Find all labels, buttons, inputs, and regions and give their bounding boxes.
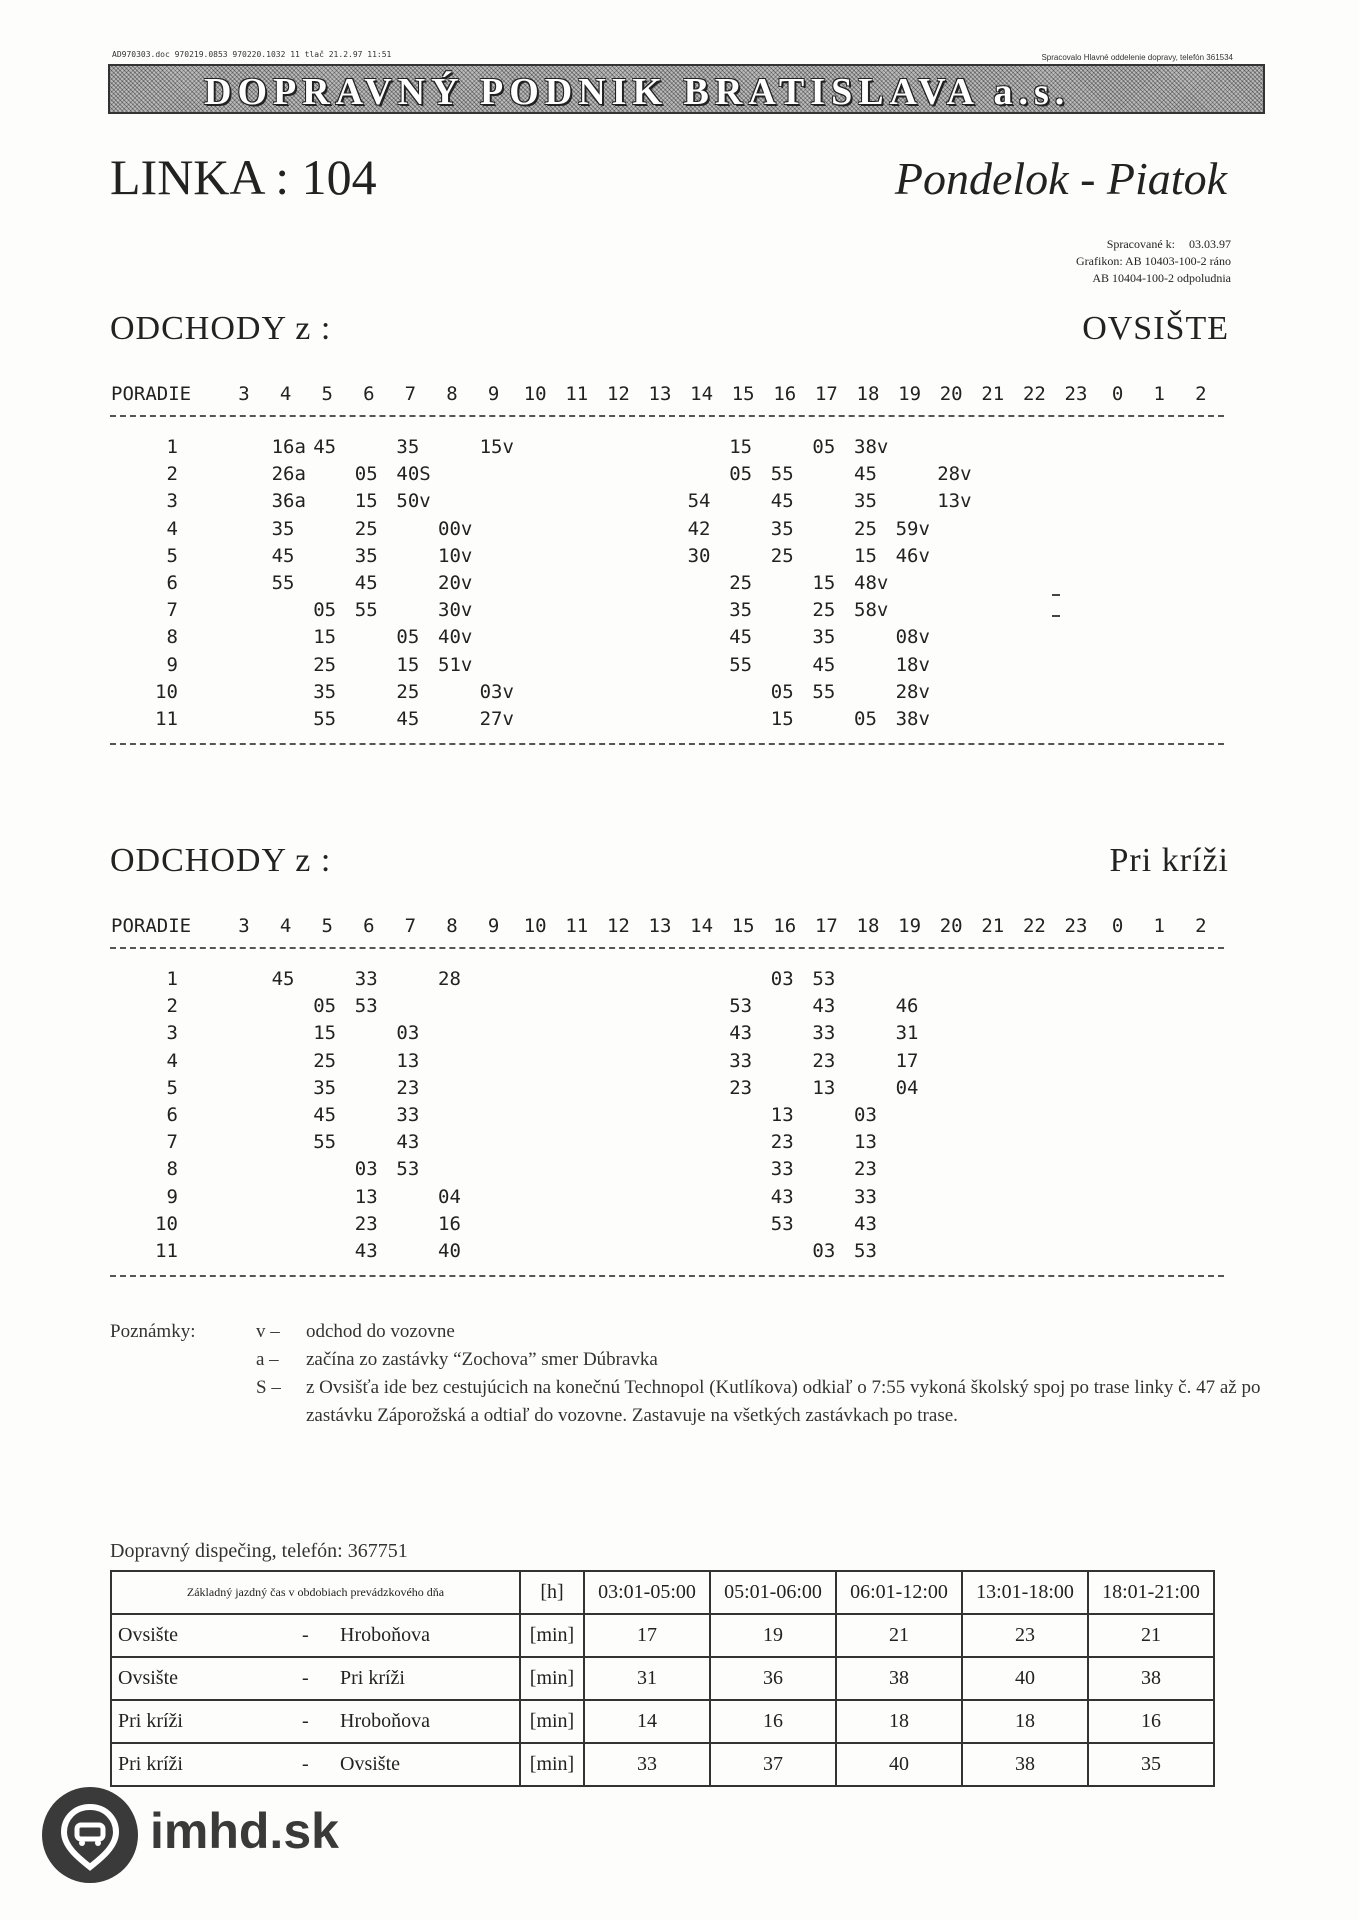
runtime-value: 18 bbox=[962, 1700, 1088, 1743]
hour-header: 23 bbox=[1064, 915, 1088, 937]
departure-minute: 05 bbox=[812, 436, 836, 458]
hour-header: 4 bbox=[279, 915, 292, 937]
note-text-a: začína zo zastávky “Zochova” smer Dúbravka bbox=[306, 1349, 658, 1370]
hour-header: 15 bbox=[731, 383, 755, 405]
departure-minute: 28v bbox=[937, 463, 972, 486]
section2-stop: Pri kríži bbox=[1109, 842, 1229, 879]
departure-minute: 25 bbox=[729, 572, 753, 594]
unit-cell: [min] bbox=[520, 1743, 584, 1786]
departure-minute: 31 bbox=[895, 1022, 919, 1045]
brand-text: imhd.sk bbox=[150, 1803, 339, 1859]
hour-header: 7 bbox=[404, 915, 417, 937]
runtime-value: 35 bbox=[1088, 1743, 1214, 1786]
route-to: Hroboňova bbox=[340, 1624, 430, 1646]
hour-header: 9 bbox=[487, 383, 500, 405]
section1-title: ODCHODY z : bbox=[110, 310, 332, 347]
runtime-value: 16 bbox=[710, 1700, 836, 1743]
runtime-table bbox=[110, 1570, 1215, 1787]
hour-header: 11 bbox=[565, 915, 589, 937]
departure-minute: 43 bbox=[770, 1185, 794, 1208]
poradie-label: PORADIE bbox=[111, 915, 192, 937]
departure-minute: 15 bbox=[313, 1022, 337, 1045]
departure-minute: 36a bbox=[271, 490, 306, 513]
departure-minute: 55 bbox=[729, 653, 753, 676]
hour-header: 0 bbox=[1111, 915, 1124, 937]
hour-header: 10 bbox=[523, 915, 547, 937]
runtime-unit-header: [h] bbox=[520, 1571, 584, 1614]
row-number: 8 bbox=[166, 626, 178, 649]
hour-header: 22 bbox=[1022, 383, 1046, 405]
hour-header: 1 bbox=[1153, 915, 1165, 937]
hour-header: 2 bbox=[1195, 915, 1207, 937]
departure-minute: 33 bbox=[812, 1022, 836, 1045]
hour-header: 9 bbox=[487, 915, 500, 937]
unit-cell: [min] bbox=[520, 1657, 584, 1700]
hour-header: 6 bbox=[363, 383, 375, 405]
departure-minute: 03 bbox=[770, 968, 794, 990]
note-text-s: z Ovsišťa ide bez cestujúcich na konečnú Technopol (Kutlíkova) odkiaľ o 7:55 vykoná školský spoj po trase linky č. 47 až po zastávku Záporožská a odtiaľ do vozovne. Zastavuje na všetkých zastávkach po trase. bbox=[306, 1377, 1261, 1426]
departure-minute: 40S bbox=[396, 463, 431, 486]
runtime-header-label: Základný jazdný čas v obdobiach prevádzkového dňa bbox=[111, 1571, 520, 1614]
hour-header: 3 bbox=[238, 383, 250, 405]
hour-header: 12 bbox=[606, 383, 630, 405]
departure-minute: 04 bbox=[895, 1076, 919, 1099]
departure-minute: 05 bbox=[729, 463, 753, 486]
departure-minute: 53 bbox=[396, 1158, 420, 1181]
note-key-a: a – bbox=[256, 1349, 279, 1370]
dashed-divider bbox=[110, 947, 1224, 949]
departure-minute: 26a bbox=[271, 463, 306, 486]
route-cell bbox=[111, 1614, 520, 1657]
hour-header: 10 bbox=[523, 383, 547, 405]
row-number: 4 bbox=[166, 517, 178, 540]
stray-mark bbox=[1052, 594, 1060, 596]
runtime-value: 19 bbox=[710, 1614, 836, 1657]
departure-minute: 46 bbox=[895, 995, 919, 1018]
period-header: 03:01-05:00 bbox=[584, 1571, 710, 1614]
departure-minute: 15v bbox=[479, 436, 514, 458]
company-name: DOPRAVNÝ PODNIK BRATISLAVA a.s. bbox=[204, 71, 1071, 113]
note-key-s: S – bbox=[256, 1377, 281, 1398]
runtime-value: 16 bbox=[1088, 1700, 1214, 1743]
route-from: Pri kríži bbox=[118, 1753, 183, 1775]
departure-minute: 00v bbox=[438, 517, 473, 540]
departure-minute: 43 bbox=[812, 995, 836, 1018]
departure-minute: 28v bbox=[895, 680, 930, 703]
departure-minute: 45 bbox=[729, 626, 753, 649]
departure-minute: 53 bbox=[854, 1240, 877, 1262]
departure-minute: 25 bbox=[354, 517, 378, 540]
dashed-divider bbox=[110, 415, 1224, 417]
row-number: 2 bbox=[166, 995, 178, 1018]
departure-minute: 43 bbox=[854, 1212, 877, 1235]
hour-header: 8 bbox=[446, 915, 458, 937]
departure-minute: 13 bbox=[854, 1131, 877, 1154]
departure-minute: 38v bbox=[895, 708, 930, 730]
departure-minute: 55 bbox=[770, 463, 794, 486]
row-number: 6 bbox=[166, 572, 178, 594]
runtime-value: 18 bbox=[836, 1700, 962, 1743]
departure-minute: 03v bbox=[479, 680, 514, 703]
row-number: 10 bbox=[155, 680, 178, 703]
hour-header: 19 bbox=[898, 383, 922, 405]
departure-minute: 27v bbox=[479, 708, 514, 730]
departure-minute: 45 bbox=[770, 490, 794, 513]
hour-header: 4 bbox=[279, 383, 292, 405]
departure-minute: 53 bbox=[729, 995, 753, 1018]
period-header: 06:01-12:00 bbox=[836, 1571, 962, 1614]
runtime-value: 37 bbox=[710, 1743, 836, 1786]
route-dash: - bbox=[302, 1710, 309, 1732]
departure-minute: 23 bbox=[354, 1212, 378, 1235]
hour-header: 15 bbox=[731, 915, 755, 937]
departure-minute: 05 bbox=[313, 599, 337, 622]
fax-header-left: AD970303.doc 970219.0853 970220.1032 11 tlač 21.2.97 11:51 bbox=[112, 50, 392, 59]
departure-minute: 55 bbox=[812, 680, 836, 703]
hour-header: 11 bbox=[565, 383, 589, 405]
note-text-v: odchod do vozovne bbox=[306, 1321, 455, 1342]
row-number: 1 bbox=[166, 968, 178, 990]
row-number: 10 bbox=[155, 1212, 178, 1235]
departure-minute: 23 bbox=[396, 1076, 420, 1099]
departure-minute: 25 bbox=[313, 1049, 337, 1072]
grafikon-2: AB 10404-100-2 odpoludnia bbox=[1092, 271, 1231, 285]
runtime-value: 17 bbox=[584, 1614, 710, 1657]
departure-minute: 15 bbox=[770, 708, 794, 730]
row-number: 11 bbox=[155, 1240, 178, 1262]
row-number: 1 bbox=[166, 436, 178, 458]
departure-minute: 15 bbox=[812, 572, 836, 594]
hour-header: 21 bbox=[981, 383, 1005, 405]
departure-minute: 25 bbox=[854, 517, 877, 540]
hour-header: 3 bbox=[238, 915, 250, 937]
hour-header: 5 bbox=[321, 383, 333, 405]
departure-minute: 30v bbox=[438, 599, 473, 622]
departure-minute: 23 bbox=[854, 1158, 877, 1181]
runtime-value: 40 bbox=[836, 1743, 962, 1786]
processed-value: 03.03.97 bbox=[1189, 237, 1231, 251]
departure-minute: 48v bbox=[854, 572, 889, 594]
departure-minute: 40 bbox=[438, 1240, 461, 1262]
grafikon-1: AB 10403-100-2 ráno bbox=[1125, 254, 1231, 268]
poradie-label: PORADIE bbox=[111, 383, 192, 405]
hour-header: 14 bbox=[690, 915, 714, 937]
runtime-value: 38 bbox=[836, 1657, 962, 1700]
line-title: LINKA : 104 bbox=[110, 149, 377, 205]
departure-minute: 04 bbox=[438, 1185, 461, 1208]
departure-minute: 58v bbox=[854, 599, 889, 622]
row-number: 3 bbox=[166, 490, 178, 513]
grafikon-label: Grafikon: bbox=[1076, 254, 1123, 268]
departure-minute: 13v bbox=[937, 490, 972, 513]
departure-minute: 45 bbox=[271, 544, 295, 567]
unit-cell: [min] bbox=[520, 1700, 584, 1743]
departure-minute: 46v bbox=[895, 544, 930, 567]
hour-header: 17 bbox=[814, 383, 838, 405]
departure-minute: 35 bbox=[271, 517, 295, 540]
period-header: 18:01-21:00 bbox=[1088, 1571, 1214, 1614]
section2-title: ODCHODY z : bbox=[110, 842, 332, 879]
departure-minute: 13 bbox=[812, 1076, 836, 1099]
departure-minute: 05 bbox=[854, 708, 877, 730]
departure-minute: 53 bbox=[354, 995, 378, 1018]
runtime-row bbox=[111, 1614, 1214, 1657]
hour-header: 22 bbox=[1022, 915, 1046, 937]
departure-minute: 05 bbox=[770, 680, 794, 703]
company-banner bbox=[108, 64, 1265, 114]
departure-minute: 10v bbox=[438, 544, 473, 567]
hour-header: 5 bbox=[321, 915, 333, 937]
route-to: Pri kríži bbox=[340, 1667, 405, 1689]
hour-header: 8 bbox=[446, 383, 458, 405]
hour-header: 21 bbox=[981, 915, 1005, 937]
departure-minute: 38v bbox=[854, 436, 889, 458]
hour-header: 17 bbox=[814, 915, 838, 937]
departure-minute: 16a bbox=[271, 436, 306, 458]
schedule-meta bbox=[1076, 236, 1231, 287]
row-number: 2 bbox=[166, 463, 178, 486]
hour-header: 19 bbox=[898, 915, 922, 937]
runtime-value: 38 bbox=[1088, 1657, 1214, 1700]
departure-minute: 45 bbox=[812, 653, 836, 676]
route-cell bbox=[111, 1700, 520, 1743]
period-header: 05:01-06:00 bbox=[710, 1571, 836, 1614]
departure-minute: 05 bbox=[313, 995, 337, 1018]
departure-minute: 15 bbox=[729, 436, 753, 458]
route-dash: - bbox=[302, 1624, 309, 1646]
departure-minute: 59v bbox=[895, 517, 930, 540]
departure-minute: 35 bbox=[396, 436, 420, 458]
hour-header: 12 bbox=[606, 915, 630, 937]
departure-minute: 45 bbox=[313, 1104, 337, 1126]
row-number: 6 bbox=[166, 1104, 178, 1126]
row-number: 3 bbox=[166, 1022, 178, 1045]
departure-minute: 13 bbox=[770, 1104, 794, 1126]
departure-minute: 55 bbox=[271, 572, 295, 594]
hour-header: 16 bbox=[773, 383, 797, 405]
runtime-row bbox=[111, 1743, 1214, 1786]
hour-header: 20 bbox=[939, 915, 963, 937]
hour-header: 7 bbox=[404, 383, 417, 405]
departure-minute: 43 bbox=[354, 1240, 378, 1262]
departure-minute: 33 bbox=[396, 1104, 420, 1126]
departure-minute: 55 bbox=[354, 599, 378, 622]
departure-minute: 33 bbox=[729, 1049, 753, 1072]
stray-mark bbox=[1052, 615, 1060, 617]
row-number: 5 bbox=[166, 544, 178, 567]
departure-minute: 42 bbox=[687, 517, 711, 540]
departure-minute: 54 bbox=[687, 490, 711, 513]
runtime-value: 23 bbox=[962, 1614, 1088, 1657]
departure-minute: 45 bbox=[313, 436, 337, 458]
hour-header: 14 bbox=[690, 383, 714, 405]
departure-minute: 20v bbox=[438, 572, 473, 594]
departure-minute: 28 bbox=[438, 968, 461, 990]
departure-minute: 43 bbox=[396, 1131, 420, 1154]
row-number: 7 bbox=[166, 1131, 178, 1154]
departure-minute: 33 bbox=[854, 1185, 877, 1208]
runtime-value: 14 bbox=[584, 1700, 710, 1743]
route-cell bbox=[111, 1743, 520, 1786]
departure-minute: 35 bbox=[854, 490, 877, 513]
route-dash: - bbox=[302, 1667, 309, 1689]
row-number: 4 bbox=[166, 1049, 178, 1072]
hour-header: 2 bbox=[1195, 383, 1207, 405]
bus-location-pin-icon bbox=[40, 1785, 140, 1890]
runtime-value: 33 bbox=[584, 1743, 710, 1786]
departure-minute: 33 bbox=[770, 1158, 794, 1181]
departure-minute: 35 bbox=[313, 680, 337, 703]
runtime-value: 21 bbox=[1088, 1614, 1214, 1657]
departure-minute: 40v bbox=[438, 626, 473, 649]
notes-label: Poznámky: bbox=[110, 1321, 196, 1342]
runtime-header-row bbox=[111, 1571, 1214, 1614]
hour-header: 16 bbox=[773, 915, 797, 937]
departure-minute: 55 bbox=[313, 708, 337, 730]
departure-minute: 15 bbox=[854, 544, 877, 567]
departure-minute: 33 bbox=[354, 968, 378, 990]
route-from: Ovsište bbox=[118, 1667, 178, 1689]
departure-minute: 05 bbox=[396, 626, 420, 649]
hour-header: 18 bbox=[856, 915, 880, 937]
row-number: 7 bbox=[166, 599, 178, 622]
hour-header: 1 bbox=[1153, 383, 1165, 405]
row-number: 8 bbox=[166, 1158, 178, 1181]
departure-minute: 35 bbox=[354, 544, 378, 567]
departure-minute: 25 bbox=[313, 653, 337, 676]
row-number: 9 bbox=[166, 653, 178, 676]
departure-minute: 25 bbox=[812, 599, 836, 622]
hour-header: 0 bbox=[1111, 383, 1124, 405]
period-header: 13:01-18:00 bbox=[962, 1571, 1088, 1614]
fax-header-right: Spracovalo Hlavné oddelenie dopravy, telefón 361534 bbox=[1041, 53, 1233, 62]
hour-header: 13 bbox=[648, 915, 672, 937]
departure-minute: 50v bbox=[396, 490, 431, 513]
runtime-value: 36 bbox=[710, 1657, 836, 1700]
departure-minute: 45 bbox=[354, 572, 378, 594]
departure-minute: 35 bbox=[812, 626, 836, 649]
route-dash: - bbox=[302, 1753, 309, 1775]
departure-minute: 45 bbox=[396, 708, 420, 730]
departure-minute: 25 bbox=[396, 680, 420, 703]
departure-minute: 18v bbox=[895, 653, 930, 676]
departure-minute: 15 bbox=[396, 653, 420, 676]
departure-minute: 17 bbox=[895, 1049, 919, 1072]
runtime-row bbox=[111, 1657, 1214, 1700]
hour-header: 6 bbox=[363, 915, 375, 937]
runtime-value: 38 bbox=[962, 1743, 1088, 1786]
row-number: 11 bbox=[155, 708, 178, 730]
departure-minute: 55 bbox=[313, 1131, 337, 1154]
departure-minute: 35 bbox=[770, 517, 794, 540]
departure-minute: 35 bbox=[729, 599, 753, 622]
row-number: 5 bbox=[166, 1076, 178, 1099]
route-from: Ovsište bbox=[118, 1624, 178, 1646]
departure-minute: 43 bbox=[729, 1022, 753, 1045]
departure-minute: 03 bbox=[354, 1158, 378, 1181]
departure-minute: 53 bbox=[812, 968, 836, 990]
departure-minute: 45 bbox=[854, 463, 877, 486]
runtime-value: 21 bbox=[836, 1614, 962, 1657]
hour-header: 23 bbox=[1064, 383, 1088, 405]
dashed-divider bbox=[110, 743, 1224, 745]
departure-minute: 03 bbox=[854, 1104, 877, 1126]
departure-minute: 35 bbox=[313, 1076, 337, 1099]
departure-minute: 23 bbox=[729, 1076, 753, 1099]
departure-minute: 13 bbox=[354, 1185, 378, 1208]
departure-minute: 23 bbox=[770, 1131, 794, 1154]
departure-minute: 16 bbox=[438, 1212, 461, 1235]
route-to: Ovsište bbox=[340, 1753, 400, 1775]
departure-minute: 15 bbox=[354, 490, 378, 513]
departure-minute: 23 bbox=[812, 1049, 836, 1072]
route-from: Pri kríži bbox=[118, 1710, 183, 1732]
runtime-value: 40 bbox=[962, 1657, 1088, 1700]
route-to: Hroboňova bbox=[340, 1710, 430, 1732]
service-days: Pondelok - Piatok bbox=[894, 153, 1227, 204]
departure-minute: 53 bbox=[770, 1212, 794, 1235]
departure-minute: 25 bbox=[770, 544, 794, 567]
departure-minute: 30 bbox=[687, 544, 711, 567]
unit-cell: [min] bbox=[520, 1614, 584, 1657]
section1-stop: OVSIŠTE bbox=[1082, 310, 1229, 347]
processed-label: Spracované k: bbox=[1106, 237, 1175, 251]
note-key-v: v – bbox=[256, 1321, 280, 1342]
route-cell bbox=[111, 1657, 520, 1700]
departure-minute: 03 bbox=[396, 1022, 420, 1045]
departure-minute: 08v bbox=[895, 626, 930, 649]
dashed-divider bbox=[110, 1275, 1224, 1277]
hour-header: 18 bbox=[856, 383, 880, 405]
runtime-value: 31 bbox=[584, 1657, 710, 1700]
runtime-row bbox=[111, 1700, 1214, 1743]
departure-minute: 51v bbox=[438, 653, 473, 676]
departure-minute: 13 bbox=[396, 1049, 420, 1072]
dispatch-phone: Dopravný dispečing, telefón: 367751 bbox=[110, 1540, 408, 1562]
departure-minute: 05 bbox=[354, 463, 378, 486]
departure-minute: 45 bbox=[271, 968, 295, 990]
departure-minute: 15 bbox=[313, 626, 337, 649]
hour-header: 20 bbox=[939, 383, 963, 405]
departure-minute: 03 bbox=[812, 1240, 836, 1262]
row-number: 9 bbox=[166, 1185, 178, 1208]
hour-header: 13 bbox=[648, 383, 672, 405]
